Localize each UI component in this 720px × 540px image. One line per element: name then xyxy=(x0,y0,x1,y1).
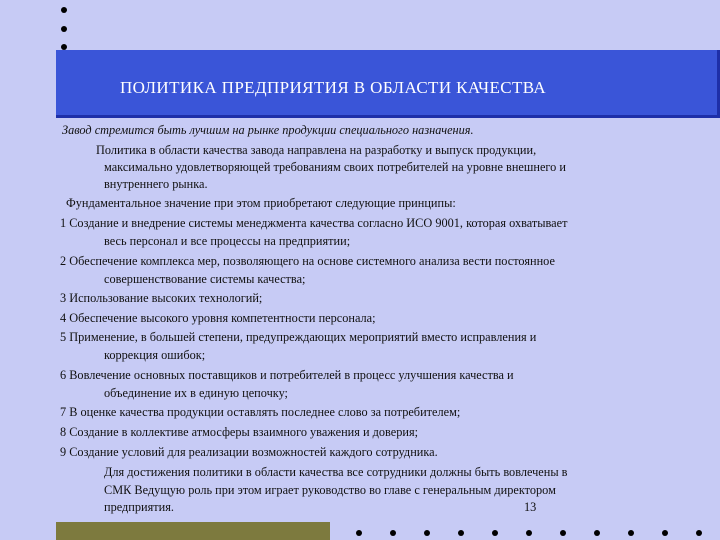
closing-line-cont: СМК Ведущую роль при этом играет руководство во главе с генеральным директором xyxy=(104,483,556,497)
closing-line: Для достижения политики в области качества все сотрудники должны быть вовлечены в xyxy=(104,465,568,479)
principle-item-4: 4 Обеспечение высокого уровня компетентности персонала; xyxy=(60,311,376,325)
bullet-dot-decoration xyxy=(424,530,430,536)
closing-line-end: предприятия. xyxy=(104,500,174,514)
page-number: 13 xyxy=(524,500,537,514)
bullet-dot-decoration xyxy=(560,530,566,536)
bullet-dot-decoration xyxy=(458,530,464,536)
bullet-dot-decoration xyxy=(390,530,396,536)
body-line: внутреннего рынка. xyxy=(104,177,208,191)
principle-item-8: 8 Создание в коллективе атмосферы взаимного уважения и доверия; xyxy=(60,425,419,439)
bullet-dot-decoration xyxy=(696,530,702,536)
principle-item-9: 9 Создание условий для реализации возможностей каждого сотрудника. xyxy=(60,445,438,459)
bullet-dot-decoration xyxy=(628,530,634,536)
principle-item-3: 3 Использование высоких технологий; xyxy=(60,291,263,305)
body-line: Фундаментальное значение при этом приобретают следующие принципы: xyxy=(66,196,456,210)
intro-line: Завод стремится быть лучшим на рынке продукции специального назначения. xyxy=(62,123,474,137)
slide-title: ПОЛИТИКА ПРЕДПРИЯТИЯ В ОБЛАСТИ КАЧЕСТВА xyxy=(120,78,547,97)
bullet-dot-decoration xyxy=(526,530,532,536)
bullet-dot-decoration xyxy=(662,530,668,536)
bullet-dot-decoration xyxy=(356,530,362,536)
principle-item-7: 7 В оценке качества продукции оставлять последнее слово за потребителем; xyxy=(60,405,461,419)
bullet-dot-decoration xyxy=(594,530,600,536)
principle-item-5-cont: коррекция ошибок; xyxy=(104,348,206,362)
principle-item-5: 5 Применение, в большей степени, предупреждающих мероприятий вместо исправления и xyxy=(60,330,537,344)
principle-item-6: 6 Вовлечение основных поставщиков и потребителей в процесс улучшения качества и xyxy=(60,368,514,382)
bullet-dot-decoration xyxy=(492,530,498,536)
principle-item-1-cont: весь персонал и все процессы на предприятии; xyxy=(104,234,351,248)
principle-item-1: 1 Создание и внедрение системы менеджмента качества согласно ИСО 9001, которая охватывает xyxy=(60,216,568,230)
principle-item-6-cont: объединение их в единую цепочку; xyxy=(104,386,288,400)
footer-bar xyxy=(56,522,330,540)
body-line: максимально удовлетворяющей требованиям своих потребителей на уровне внешнего и xyxy=(104,160,566,174)
principle-item-2: 2 Обеспечение комплекса мер, позволяющего на основе системного анализа вести постоянное xyxy=(60,254,555,268)
principle-item-2-cont: совершенствование системы качества; xyxy=(104,272,306,286)
body-line: Политика в области качества завода направлена на разработку и выпуск продукции, xyxy=(96,143,537,157)
